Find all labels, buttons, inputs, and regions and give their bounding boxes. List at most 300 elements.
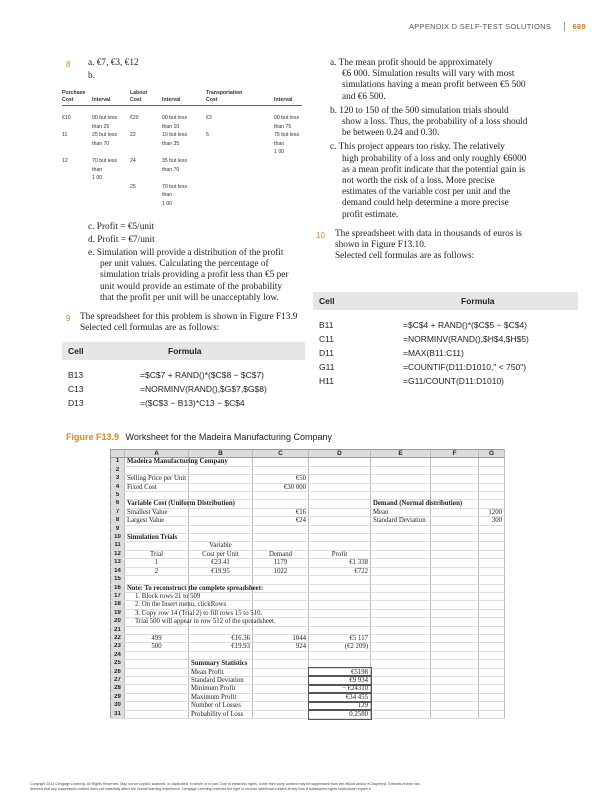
- worksheet-cell: [431, 584, 479, 592]
- worksheet-cell: [431, 676, 479, 684]
- madeira-worksheet: [110, 449, 505, 719]
- worksheet-cell: Variable: [189, 542, 253, 550]
- row-number: 31: [111, 710, 125, 718]
- worksheet-row: [111, 702, 505, 710]
- worksheet-cell: [479, 576, 505, 584]
- figure-label: Figure F13.9: [66, 432, 120, 442]
- worksheet-cell: Probability of Loss: [189, 710, 253, 718]
- worksheet-cell: Trial: [125, 550, 189, 558]
- worksheet-cell: [479, 542, 505, 550]
- text-line: Selected cell formulas are as follows:: [80, 323, 220, 334]
- worksheet-cell: [253, 693, 309, 701]
- worksheet-row: [111, 601, 505, 609]
- worksheet-row: [111, 525, 505, 533]
- right-column-answers: [330, 58, 580, 221]
- worksheet-cell: [431, 634, 479, 642]
- col-formula: Formula: [391, 292, 578, 310]
- table-cell: than: [162, 192, 173, 199]
- worksheet-cell: [253, 525, 309, 533]
- row-number: 18: [111, 601, 125, 609]
- worksheet-cell: [189, 651, 253, 659]
- worksheet-cell: [189, 626, 253, 634]
- worksheet-cell: [371, 458, 431, 466]
- table-cell: 00 but less: [92, 115, 118, 121]
- column-header: A: [125, 450, 189, 458]
- worksheet-cell: Mean: [371, 508, 431, 516]
- worksheet-cell: [479, 702, 505, 710]
- worksheet-cell: Largest Value: [125, 517, 189, 525]
- table-cell: €20: [130, 115, 139, 121]
- worksheet-cell: [371, 660, 431, 668]
- worksheet-cell: [431, 475, 479, 483]
- worksheet-cell: 0.2580: [309, 710, 371, 718]
- row-number: 4: [111, 483, 125, 491]
- worksheet-cell: [253, 668, 309, 676]
- worksheet-cell: [309, 584, 371, 592]
- worksheet-cell: €1 338: [309, 559, 371, 567]
- worksheet-cell: [371, 475, 431, 483]
- table-cell: than 70: [92, 140, 110, 147]
- table-row: [62, 192, 302, 201]
- worksheet-cell: [253, 576, 309, 584]
- table-cell: than 75: [274, 123, 292, 130]
- table-row: [62, 382, 305, 396]
- q9-formula-table: [62, 342, 305, 410]
- worksheet-cell: 1179: [253, 559, 309, 567]
- worksheet-cell: [479, 601, 505, 609]
- row-number: 20: [111, 618, 125, 626]
- cell-ref: B13: [68, 370, 84, 380]
- corner-cell: [111, 450, 125, 458]
- col-cost: Cost: [62, 97, 74, 103]
- worksheet-cell: 499: [125, 634, 189, 642]
- worksheet-row: [111, 483, 505, 491]
- worksheet-cell: [431, 609, 479, 617]
- row-number: 15: [111, 576, 125, 584]
- worksheet-cell: [431, 618, 479, 626]
- cell-formula: =MAX(B11:C11): [403, 348, 464, 358]
- col-cost: Cost: [206, 97, 218, 103]
- worksheet-cell: [309, 517, 371, 525]
- q8-part-a: a. €7, €3, €12: [88, 58, 139, 68]
- worksheet-cell: [253, 710, 309, 718]
- worksheet-row: [111, 634, 505, 642]
- worksheet-row: [111, 626, 505, 634]
- worksheet-cell: [253, 660, 309, 668]
- table-cell: 00 but less: [162, 115, 188, 121]
- worksheet-cell: [479, 660, 505, 668]
- worksheet-cell: [431, 651, 479, 659]
- worksheet-cell: [431, 660, 479, 668]
- table-cell: 35 but less: [162, 157, 188, 164]
- worksheet-cell: [309, 601, 371, 609]
- text-line: shown in Figure F13.10.: [335, 240, 427, 251]
- worksheet-cell: [309, 626, 371, 634]
- row-number: 27: [111, 676, 125, 684]
- worksheet-cell: [309, 500, 371, 508]
- worksheet-cell: 1200: [479, 508, 505, 516]
- q9-intro: [80, 312, 297, 334]
- worksheet-cell: [431, 685, 479, 693]
- worksheet-cell: [309, 609, 371, 617]
- table-cell: 75 but less: [274, 132, 300, 139]
- worksheet-cell: [125, 576, 189, 584]
- cell-formula: =NORMINV(RAND(),$H$4,$H$5): [403, 334, 529, 344]
- worksheet-cell: (€2 209): [309, 643, 371, 651]
- worksheet-row: [111, 559, 505, 567]
- worksheet-cell: [431, 626, 479, 634]
- text-line: The spreadsheet with data in thousands of euros is: [335, 229, 522, 239]
- row-number: 13: [111, 559, 125, 567]
- table-row: [313, 332, 578, 346]
- row-number: 28: [111, 685, 125, 693]
- table-cell: 00 but less: [274, 115, 300, 121]
- table-cell: than 35: [162, 140, 180, 147]
- worksheet-cell: [479, 676, 505, 684]
- worksheet-cell: Profit: [309, 550, 371, 558]
- q8-part-e: [88, 248, 289, 304]
- question-10-number: 10: [316, 231, 325, 240]
- worksheet-cell: 2. On the Insert menu, clickRows: [125, 601, 189, 609]
- worksheet-cell: Standard Deviation: [189, 676, 253, 684]
- worksheet-cell: Minimum Profit: [189, 685, 253, 693]
- worksheet-cell: [431, 466, 479, 474]
- table-cell: 22: [130, 132, 136, 139]
- table-cell: 1 00: [92, 175, 103, 182]
- worksheet-cell: Smallest Value: [125, 508, 189, 516]
- q8-table-body: [62, 115, 302, 210]
- worksheet-cell: [253, 458, 309, 466]
- table-row: [62, 167, 302, 176]
- worksheet-cell: [431, 492, 479, 500]
- worksheet-cell: [431, 483, 479, 491]
- worksheet-row: [111, 592, 505, 600]
- worksheet-row: [111, 542, 505, 550]
- worksheet-cell: [431, 458, 479, 466]
- worksheet-column-headers: [111, 450, 505, 458]
- worksheet-cell: [431, 693, 479, 701]
- worksheet-cell: 1. Block rows 21 to 509: [125, 592, 189, 600]
- worksheet-cell: [479, 458, 505, 466]
- worksheet-cell: [371, 576, 431, 584]
- worksheet-cell: €5 117: [309, 634, 371, 642]
- table-row: [313, 374, 578, 388]
- cell-formula: =$C$4 + RAND()*($C$5 − $C$4): [403, 320, 528, 330]
- table-cell: 5: [206, 132, 209, 139]
- worksheet-cell: [309, 576, 371, 584]
- row-number: 8: [111, 517, 125, 525]
- worksheet-cell: [125, 542, 189, 550]
- worksheet-cell: [371, 693, 431, 701]
- worksheet-cell: [431, 702, 479, 710]
- cell-ref: B11: [319, 320, 334, 330]
- worksheet-row: [111, 508, 505, 516]
- worksheet-row: [111, 643, 505, 651]
- worksheet-cell: [253, 534, 309, 542]
- worksheet-cell: [125, 668, 189, 676]
- worksheet-cell: [309, 466, 371, 474]
- worksheet-cell: [309, 492, 371, 500]
- row-number: 5: [111, 492, 125, 500]
- worksheet-cell: [125, 676, 189, 684]
- row-number: 22: [111, 634, 125, 642]
- worksheet-cell: [309, 660, 371, 668]
- worksheet-cell: 924: [253, 643, 309, 651]
- worksheet-cell: [431, 601, 479, 609]
- text-line: simulations having a mean profit between €5 500: [342, 80, 526, 91]
- table-cell: 70 but less: [92, 157, 118, 164]
- table-cell: than: [274, 140, 285, 147]
- table-row: [62, 201, 302, 210]
- worksheet-cell: Summary Statistics: [189, 660, 253, 668]
- worksheet-cell: [479, 626, 505, 634]
- worksheet-cell: [253, 685, 309, 693]
- column-header: G: [479, 450, 505, 458]
- worksheet-cell: Cost per Unit: [189, 550, 253, 558]
- table-row: [62, 396, 305, 410]
- worksheet-cell: Number of Losses: [189, 702, 253, 710]
- worksheet-cell: [253, 626, 309, 634]
- worksheet-cell: [309, 458, 371, 466]
- worksheet-cell: [125, 651, 189, 659]
- table-row: [313, 346, 578, 360]
- cell-ref: D13: [68, 398, 84, 408]
- worksheet-cell: [479, 668, 505, 676]
- worksheet-cell: [479, 710, 505, 718]
- worksheet-cell: [125, 525, 189, 533]
- table-row: [62, 141, 302, 150]
- table-cell: 10 but less: [162, 132, 188, 139]
- worksheet-row: [111, 517, 505, 525]
- row-number: 1: [111, 458, 125, 466]
- worksheet-cell: €23.41: [189, 559, 253, 567]
- worksheet-cell: [253, 601, 309, 609]
- worksheet-cell: [479, 492, 505, 500]
- table-cell: than: [92, 166, 103, 173]
- worksheet-cell: €5198: [309, 668, 371, 676]
- table-cell: 25: [130, 183, 136, 190]
- text-line: as a mean profit indicate that the potential gain is: [342, 164, 526, 175]
- worksheet-cell: [371, 626, 431, 634]
- worksheet-cell: [189, 483, 253, 491]
- worksheet-cell: €16.36: [189, 634, 253, 642]
- text-line: a. The mean profit should be approximately: [330, 58, 493, 68]
- worksheet-cell: [371, 643, 431, 651]
- col-cell: Cell: [62, 342, 134, 360]
- text-line: high probability of a loss and only roughly €6000: [342, 153, 527, 164]
- text-line: show a loss. Thus, the probability of a loss should: [342, 117, 528, 128]
- table-row: [62, 149, 302, 158]
- worksheet-cell: [479, 466, 505, 474]
- cell-ref: D11: [319, 348, 334, 358]
- text-line: profit estimate.: [342, 209, 399, 220]
- table-row: [62, 175, 302, 184]
- worksheet-cell: [371, 618, 431, 626]
- table-cell: 12: [62, 157, 68, 164]
- row-number: 30: [111, 702, 125, 710]
- worksheet-cell: [253, 702, 309, 710]
- worksheet-row: [111, 660, 505, 668]
- worksheet-row: [111, 651, 505, 659]
- worksheet-cell: [479, 643, 505, 651]
- row-number: 21: [111, 626, 125, 634]
- worksheet-cell: [431, 643, 479, 651]
- worksheet-cell: 1022: [253, 567, 309, 575]
- worksheet-row: [111, 534, 505, 542]
- table-cell: 24: [130, 157, 136, 164]
- table-cell: €3: [206, 115, 212, 121]
- worksheet-cell: [371, 592, 431, 600]
- worksheet-cell: [189, 466, 253, 474]
- text-line: and €6 500.: [342, 91, 386, 102]
- worksheet-cell: [371, 676, 431, 684]
- worksheet-cell: [479, 475, 505, 483]
- worksheet-cell: [371, 542, 431, 550]
- worksheet-row: [111, 676, 505, 684]
- worksheet-cell: [371, 567, 431, 575]
- column-header: D: [309, 450, 371, 458]
- table-row: [62, 115, 302, 124]
- running-header: [409, 22, 586, 31]
- table-cell: than 70: [162, 166, 180, 173]
- worksheet-row: [111, 685, 505, 693]
- col-interval: Interval: [92, 97, 111, 103]
- row-number: 23: [111, 643, 125, 651]
- worksheet-cell: − €24310: [309, 685, 371, 693]
- worksheet-cell: [371, 483, 431, 491]
- q10-intro: [335, 229, 522, 263]
- worksheet-cell: [371, 466, 431, 474]
- row-number: 10: [111, 534, 125, 542]
- worksheet-cell: [125, 626, 189, 634]
- worksheet-cell: [431, 508, 479, 516]
- table-row: [62, 368, 305, 382]
- q8-part-d: d. Profit = €7/unit: [88, 235, 155, 245]
- worksheet-cell: [479, 584, 505, 592]
- table-cell: 25 but less: [92, 132, 118, 139]
- worksheet-cell: [431, 525, 479, 533]
- worksheet-cell: €19.93: [189, 643, 253, 651]
- worksheet-cell: [479, 634, 505, 642]
- worksheet-cell: [189, 517, 253, 525]
- row-number: 24: [111, 651, 125, 659]
- worksheet-cell: [125, 693, 189, 701]
- worksheet-row: [111, 458, 505, 466]
- cell-formula: =$C$7 + RAND()*($C$8 − $C$7): [140, 370, 265, 380]
- column-header: B: [189, 450, 253, 458]
- text-line: that the profit per unit will be unacceptably low.: [100, 292, 279, 303]
- worksheet-cell: [309, 483, 371, 491]
- worksheet-cell: [125, 466, 189, 474]
- figure-caption: [66, 432, 332, 442]
- cell-ref: C13: [68, 384, 84, 394]
- footer-line: Copyright 2014 Cengage Learning. All Rights Reserved. May not be copied, scanned, or duplicated, in whole or in part. Due to electronic rights, some third party content may be suppressed from the eBook and/or eChapter(s). Editorial review has: [30, 782, 420, 786]
- worksheet-cell: [189, 576, 253, 584]
- text-line: €6 000. Simulation results will vary with most: [342, 69, 515, 80]
- worksheet-cell: [479, 525, 505, 533]
- table-header-row: [62, 342, 305, 360]
- worksheet-cell: [431, 567, 479, 575]
- worksheet-cell: [479, 651, 505, 659]
- worksheet-cell: Fixed Cost: [125, 483, 189, 491]
- worksheet-cell: [253, 500, 309, 508]
- table-cell: than 10: [162, 123, 180, 130]
- worksheet-row: [111, 668, 505, 676]
- q8-distribution-table: [62, 90, 302, 210]
- worksheet-cell: [479, 685, 505, 693]
- worksheet-cell: [125, 710, 189, 718]
- worksheet-cell: [371, 702, 431, 710]
- worksheet-row: [111, 693, 505, 701]
- col-cost: Cost: [130, 97, 142, 103]
- worksheet-cell: [371, 685, 431, 693]
- worksheet-cell: [309, 534, 371, 542]
- worksheet-cell: Variable Cost (Uniform Distribution): [125, 500, 189, 508]
- worksheet-cell: Selling Price per Unit: [125, 475, 189, 483]
- worksheet-cell: [431, 550, 479, 558]
- worksheet-cell: Demand (Normal distribution): [371, 500, 431, 508]
- worksheet-row: [111, 500, 505, 508]
- worksheet-cell: [189, 492, 253, 500]
- worksheet-cell: [189, 525, 253, 533]
- worksheet-cell: [125, 492, 189, 500]
- worksheet-cell: [371, 550, 431, 558]
- worksheet-cell: [371, 534, 431, 542]
- worksheet-cell: [431, 576, 479, 584]
- worksheet-cell: [479, 618, 505, 626]
- row-number: 12: [111, 550, 125, 558]
- worksheet-cell: [189, 534, 253, 542]
- worksheet-cell: [431, 559, 479, 567]
- worksheet-cell: [431, 542, 479, 550]
- worksheet-cell: [431, 517, 479, 525]
- row-number: 25: [111, 660, 125, 668]
- worksheet-cell: 1044: [253, 634, 309, 642]
- worksheet-cell: Simulation Trials: [125, 534, 189, 542]
- worksheet-cell: €9 934: [309, 676, 371, 684]
- cell-formula: =G11/COUNT(D11:D1010): [403, 376, 505, 386]
- row-number: 7: [111, 508, 125, 516]
- worksheet-cell: [431, 592, 479, 600]
- worksheet-cell: [479, 609, 505, 617]
- cell-ref: C11: [319, 334, 334, 344]
- table-row: [62, 184, 302, 193]
- q8-part-b: b.: [88, 71, 95, 81]
- worksheet-cell: [309, 651, 371, 659]
- worksheet-row: [111, 618, 505, 626]
- page-number: 669: [564, 22, 586, 31]
- worksheet-row: [111, 550, 505, 558]
- column-header: E: [371, 450, 431, 458]
- row-number: 14: [111, 567, 125, 575]
- row-number: 26: [111, 668, 125, 676]
- worksheet-cell: [479, 592, 505, 600]
- cell-formula: =NORMINV(RAND(),$G$7,$G$8): [140, 384, 267, 394]
- worksheet-cell: [189, 475, 253, 483]
- text-line: b. 120 to 150 of the 500 simulation trials should: [330, 105, 509, 116]
- cell-formula: =($C$3 − B13)*C13 − $C$4: [140, 398, 245, 408]
- table-cell: 11: [62, 132, 68, 139]
- cell-formula: =COUNTIF(D11:D1010," < 750"): [403, 362, 527, 372]
- worksheet-cell: [371, 559, 431, 567]
- row-number: 19: [111, 609, 125, 617]
- worksheet-cell: [189, 508, 253, 516]
- worksheet-row: [111, 576, 505, 584]
- worksheet-cell: [309, 592, 371, 600]
- text-line: per unit values. Calculating the percentage of: [100, 259, 269, 270]
- worksheet-cell: [371, 492, 431, 500]
- column-header: C: [253, 450, 309, 458]
